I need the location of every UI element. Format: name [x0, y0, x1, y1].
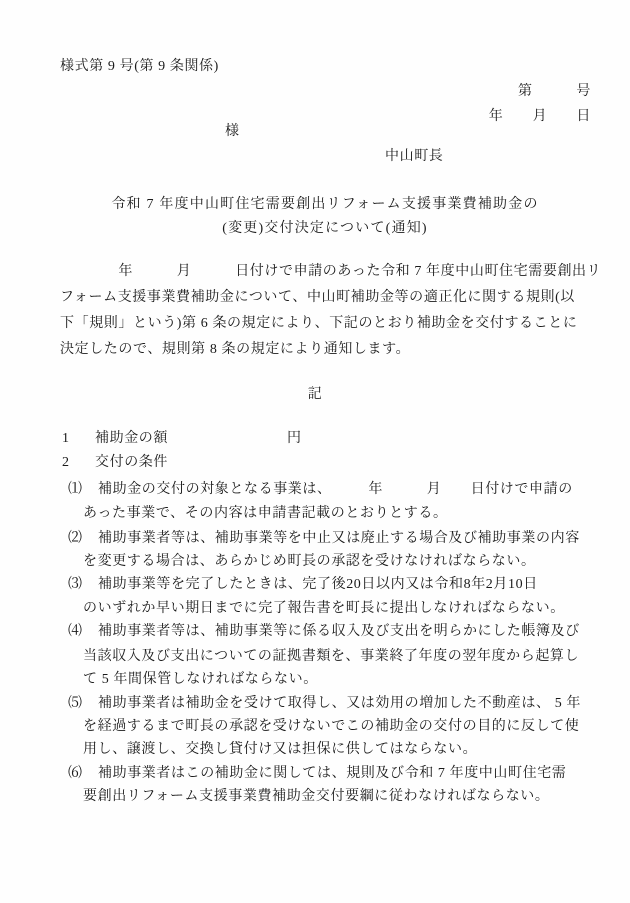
condition-line [0, 622, 630, 642]
sender-name: 中山町長 [385, 149, 444, 164]
condition-line [0, 552, 630, 572]
condition-line [0, 787, 630, 807]
condition-text: 補助事業等を完了したときは、完了後20日以内又は令和8年2月10日 [98, 577, 538, 592]
condition-text: あった事業で、その内容は申請書記載のとおりとする。 [83, 506, 448, 521]
condition-text: て 5 年間保管しなければならない。 [83, 672, 318, 687]
condition-line [0, 740, 630, 760]
document-title-line2: (変更)交付決定について(通知) [222, 221, 428, 236]
document-number-line: 第 号 [518, 84, 591, 99]
condition-marker: ⑵ [68, 531, 83, 546]
condition-marker: ⑴ [68, 482, 83, 497]
item-number: 2 [62, 455, 70, 470]
addressee-honorific: 様 [225, 124, 240, 139]
amount-unit: 円 [287, 431, 302, 446]
condition-text: 補助金の交付の対象となる事業は、 年 月 日付けで申請の [98, 482, 573, 497]
condition-line [0, 764, 630, 784]
body-paragraph-line: 下「規則」という)第 6 条の規定により、下記のとおり補助金を交付することに [60, 316, 578, 331]
body-paragraph-line: 年 月 日付けで申請のあった令和 7 年度中山町住宅需要創出リ [60, 264, 602, 279]
condition-marker: ⑶ [68, 577, 83, 592]
condition-line [0, 529, 630, 549]
condition-line [0, 647, 630, 667]
condition-marker: ⑸ [68, 696, 83, 711]
condition-text: を経過するまで町長の承認を受けないでこの補助金の交付の目的に反して使 [83, 719, 580, 734]
item-label: 補助金の額 [95, 431, 168, 446]
condition-text: 補助事業者はこの補助金に関しては、規則及び令和 7 年度中山町住宅需 [98, 766, 567, 781]
condition-line [0, 480, 630, 500]
condition-text: 当該収入及び支出についての証拠書類を、事業終了年度の翌年度から起算し [83, 649, 580, 664]
item-number: 1 [62, 431, 70, 446]
body-paragraph-line: 決定したので、規則第 8 条の規定により通知します。 [60, 342, 411, 357]
body-paragraph-line: フォーム支援事業費補助金について、中山町補助金等の適正化に関する規則(以 [60, 290, 575, 305]
condition-line [0, 670, 630, 690]
condition-line [0, 599, 630, 619]
record-heading: 記 [307, 387, 323, 402]
condition-text: 要創出リフォーム支援事業費補助金交付要綱に従わなければならない。 [83, 789, 550, 804]
condition-marker: ⑷ [68, 624, 83, 639]
item-conditions-row [0, 453, 630, 473]
condition-text: のいずれか早い期日までに完了報告書を町長に提出しなければならない。 [83, 601, 565, 616]
item-amount-row [0, 429, 630, 449]
condition-line [0, 575, 630, 595]
document-title-line1: 令和 7 年度中山町住宅需要創出リフォーム支援事業費補助金の [111, 197, 539, 212]
form-number: 様式第 9 号(第 9 条関係) [60, 59, 219, 74]
item-label: 交付の条件 [95, 455, 168, 470]
condition-line [0, 694, 630, 714]
condition-text: 補助事業者は補助金を受けて取得し、又は効用の増加した不動産は、 5 年 [98, 696, 581, 711]
condition-text: 補助事業者等は、補助事業等を中止又は廃止する場合及び補助事業の内容 [98, 531, 580, 546]
condition-marker: ⑹ [68, 766, 83, 781]
condition-line [0, 717, 630, 737]
condition-text: 用し、譲渡し、交換し貸付け又は担保に供してはならない。 [83, 742, 478, 757]
condition-text: を変更する場合は、あらかじめ町長の承認を受けなければならない。 [83, 554, 536, 569]
condition-text: 補助事業者等は、補助事業等に係る収入及び支出を明らかにした帳簿及び [98, 624, 580, 639]
condition-line [0, 504, 630, 524]
date-line: 年 月 日 [488, 109, 591, 124]
